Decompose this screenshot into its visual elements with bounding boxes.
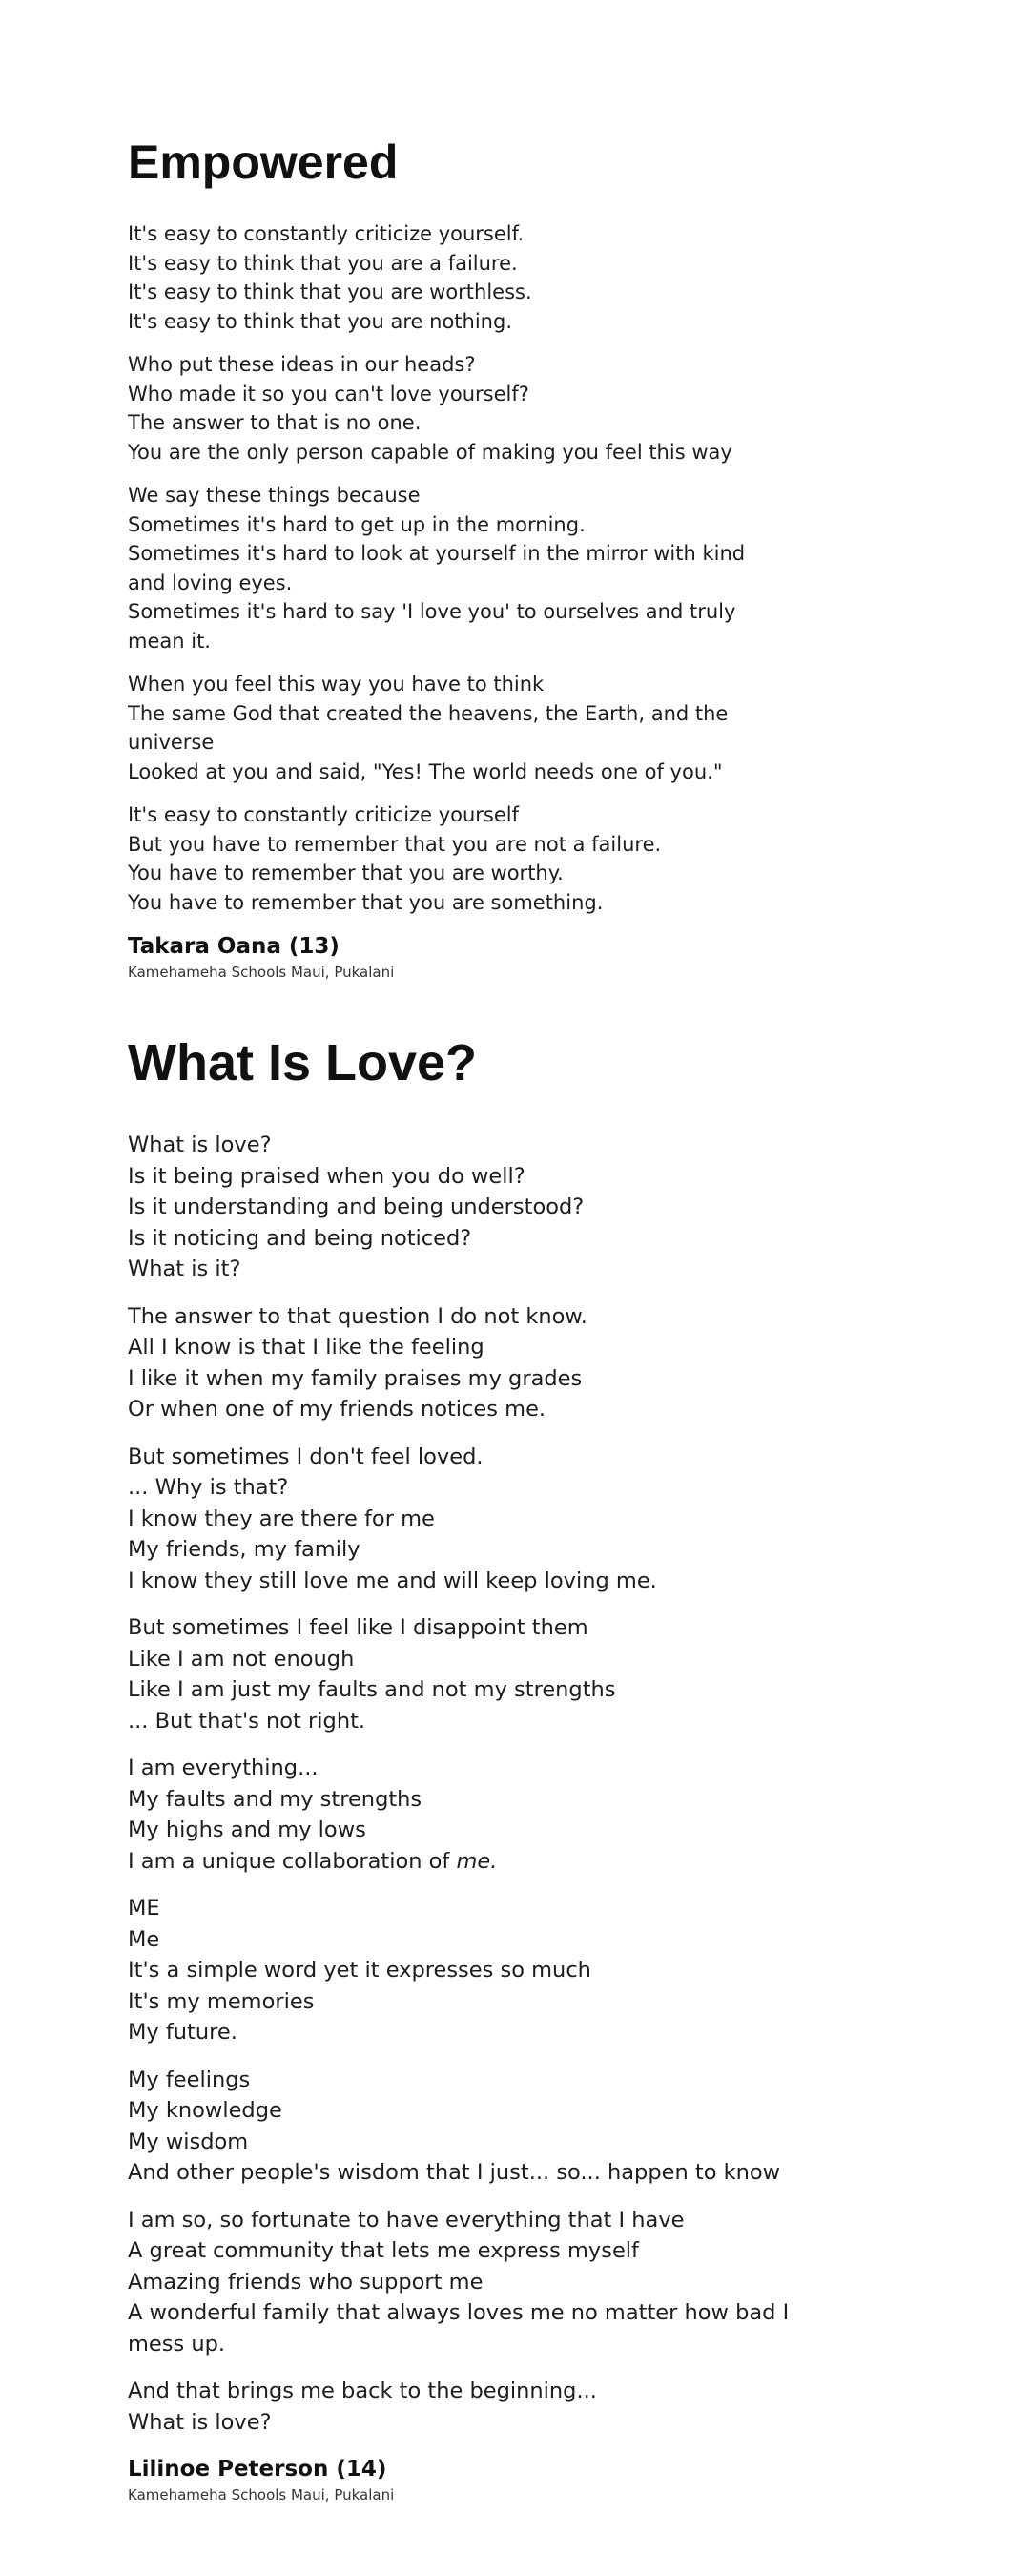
poem-line: I like it when my family praises my grades <box>128 1365 583 1391</box>
poem-line: Sometimes it's hard to say 'I love you' to ourselves and truly <box>128 600 736 623</box>
poem-line: Looked at you and said, "Yes! The world needs one of you." <box>128 759 723 783</box>
poem-line: universe <box>128 731 215 754</box>
poem-line: Is it being praised when you do well? <box>128 1163 525 1189</box>
poem-empowered <box>128 134 967 983</box>
poem-title: What Is Love? <box>128 1034 478 1091</box>
poem-line: I know they still love me and will keep loving me. <box>128 1568 657 1593</box>
poem-line: All I know is that I like the feeling <box>128 1335 484 1360</box>
poem-line: And that brings me back to the beginning... <box>128 2379 597 2403</box>
poem-line: Like I am not enough <box>128 1646 355 1672</box>
poem-line: It's easy to think that you are nothing. <box>128 309 512 333</box>
poetry-page <box>128 134 967 2505</box>
poem-line: Sometimes it's hard to look at yourself in the mirror with kind <box>128 542 746 565</box>
poem-line: Me <box>128 1926 160 1952</box>
poem-line: We say these things because <box>128 484 421 507</box>
stanza <box>128 2376 967 2438</box>
poem-line: It's easy to think that you are a failure. <box>128 251 518 275</box>
poem-line: What is it? <box>128 1257 241 1281</box>
stanza <box>128 800 967 917</box>
poem-line: ... But that's not right. <box>128 1708 366 1734</box>
poem-line: Like I am just my faults and not my strengths <box>128 1677 616 1702</box>
poem-line: My friends, my family <box>128 1537 360 1562</box>
stanza <box>128 1893 967 2048</box>
poem-line: Amazing friends who support me <box>128 2269 484 2295</box>
poem-line: Is it understanding and being understood? <box>128 1195 585 1219</box>
stanza <box>128 1612 967 1736</box>
poem-line: Is it noticing and being noticed? <box>128 1225 472 1251</box>
poem-line: It's easy to think that you are worthless. <box>128 280 532 303</box>
poem-line: It's my memories <box>128 1988 315 2014</box>
poem-line: What is love? <box>128 2409 272 2435</box>
poem-line: My highs and my lows <box>128 1818 366 1842</box>
poem-line: and loving eyes. <box>128 571 293 594</box>
poem-line: But you have to remember that you are not a failure. <box>128 832 662 856</box>
poem-line: ... Why is that? <box>128 1475 289 1500</box>
stanza <box>128 481 967 655</box>
stanza <box>128 2205 967 2360</box>
stanza <box>128 1442 967 1597</box>
poem-line: My wisdom <box>128 2129 249 2154</box>
stanza <box>128 1301 967 1425</box>
poem-line: But sometimes I feel like I disappoint them <box>128 1615 588 1640</box>
stanza <box>128 1130 967 1285</box>
poem-line: What is love? <box>128 1132 272 1157</box>
poem-line: A wonderful family that always loves me no matter how bad I <box>128 2300 790 2325</box>
poem-line: My knowledge <box>128 2098 282 2123</box>
poem-line: My future. <box>128 2020 237 2045</box>
poem-line: I am everything... <box>128 1755 319 1780</box>
poem-line: You have to remember that you are worthy. <box>128 862 564 884</box>
poem-line: Or when one of my friends notices me. <box>128 1397 546 1422</box>
stanza <box>128 2065 967 2189</box>
poem-line: I know they are there for me <box>128 1506 435 1531</box>
poem-line: The answer to that is no one. <box>128 411 422 434</box>
stanza <box>128 219 967 336</box>
poem-title: Empowered <box>128 135 399 189</box>
poem-line: A great community that lets me express myself <box>128 2238 639 2263</box>
poem-line: mess up. <box>128 2331 226 2357</box>
poem-line: My faults and my strengths <box>128 1786 422 1812</box>
poem-line: Who put these ideas in our heads? <box>128 353 476 376</box>
poem-line: When you feel this way you have to think <box>128 673 545 696</box>
poem-what-is-love <box>128 1032 967 2505</box>
poem-line: I am so, so fortunate to have everything that I have <box>128 2207 685 2233</box>
author-school: Kamehameha Schools Maui, Pukalani <box>128 2486 395 2503</box>
poem-line: The same God that created the heavens, the Earth, and the <box>128 701 729 725</box>
poem-line-text: I am a unique collaboration of <box>128 1848 450 1874</box>
author-name: Takara Oana (13) <box>128 934 340 959</box>
poem-line: You have to remember that you are something. <box>128 890 604 914</box>
author-name: Lilinoe Peterson (14) <box>128 2457 387 2482</box>
poem-line: But sometimes I don't feel loved. <box>128 1444 484 1469</box>
poem-line: It's easy to constantly criticize yourself <box>128 803 520 826</box>
poem-line: Who made it so you can't love yourself? <box>128 382 529 405</box>
poem-line: mean it. <box>128 629 211 653</box>
poem-line: ME <box>128 1896 160 1921</box>
author-school: Kamehameha Schools Maui, Pukalani <box>128 964 395 981</box>
poem-line: And other people's wisdom that I just... so... happen to know <box>128 2160 781 2185</box>
poem-line: The answer to that question I do not know. <box>128 1303 587 1329</box>
stanza <box>128 350 967 467</box>
poem-line: My feelings <box>128 2067 251 2092</box>
stanza <box>128 670 967 786</box>
poem-line: It's a simple word yet it expresses so much <box>128 1958 591 1983</box>
poem-line: You are the only person capable of making you feel this way <box>128 440 732 464</box>
poem-line: It's easy to constantly criticize yourself. <box>128 222 525 245</box>
poem-line <box>128 1846 967 1878</box>
stanza <box>128 1753 967 1877</box>
emphasis-word: me. <box>456 1848 498 1874</box>
poem-line: Sometimes it's hard to get up in the morning. <box>128 512 586 536</box>
